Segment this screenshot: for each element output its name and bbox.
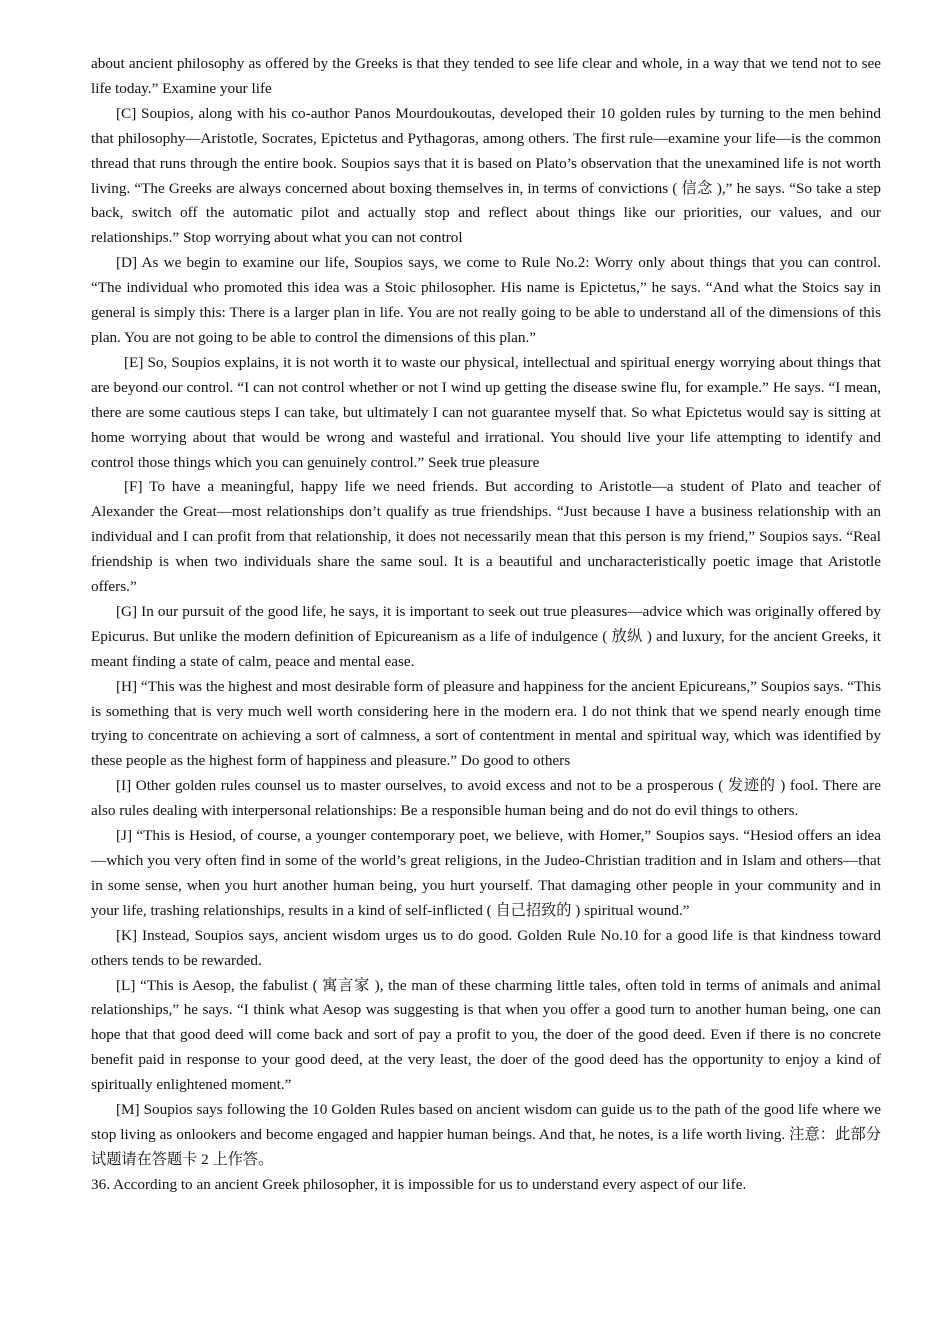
section-heading-examine-your-life: Examine your life	[162, 79, 272, 97]
paragraph-text: [F] To have a meaningful, happy life we need friends. But according to Aristotle—a student of Plato and teacher of Alexander the Great—most relationships don’t qualify as true friendships. “Just because I have a business relationship with an individual and I can profit from that relationship, it does not necessarily mean that this person is my friend,” Soupios says. “Real friendship is when two individuals share the same soul. It is a beautiful and uncharacteristically poetic image that Aristotle offers.”	[91, 478, 881, 596]
paragraph-c	[91, 102, 881, 251]
paragraph-text: [E] So, Soupios explains, it is not worth it to waste our physical, intellectual and spiritual energy worrying about things that are beyond our control. “I can not control whether or not I wind up getting the disease swine flu, for example.” He says. “I mean, there are some cautious steps I can take, but ultimately I can not guarantee myself that. So what Epictetus would say is sitting at home worrying about that would be wrong and wasteful and irrational. You should live your life attempting to identify and control those things which you can genuinely control.”	[91, 353, 881, 471]
paragraph-d	[91, 251, 881, 351]
paragraph-e	[91, 351, 881, 476]
paragraph-text: [G] In our pursuit of the good life, he says, it is important to seek out true pleasures—advice which was originally offered by Epicurus. But unlike the modern definition of Epicureanism as a life of indulgence ( 放纵 ) and luxury, for the ancient Greeks, it meant finding a state of calm, peace and mental ease.	[91, 602, 881, 670]
paragraph-h	[91, 675, 881, 775]
paragraph-k	[91, 924, 881, 974]
paragraph-f	[91, 475, 881, 600]
paragraph-intro-tail	[91, 52, 881, 102]
paragraph-m	[91, 1098, 881, 1173]
paragraph-text: [M] Soupios says following the 10 Golden Rules based on ancient wisdom can guide us to the path of the good life where we stop living as onlookers and become engaged and happier human beings. And that, he notes, is a life worth living.	[91, 1101, 881, 1143]
paragraph-l	[91, 974, 881, 1099]
section-heading-do-good-to-others: Do good to others	[460, 752, 571, 770]
paragraph-g	[91, 600, 881, 675]
section-heading-stop-worrying: Stop worrying about what you can not control	[182, 229, 463, 247]
paragraph-text: [K] Instead, Soupios says, ancient wisdom urges us to do good. Golden Rule No.10 for a good life is that kindness toward others tends to be rewarded.	[91, 926, 881, 969]
answer-sheet-note: 注意：此部分试题请在答题卡 2 上作答。	[91, 1125, 882, 1168]
paragraph-text: [L] “This is Aesop, the fabulist ( 寓言家 ), the man of these charming little tales, often told in terms of animals and animal relationships,” he says. “I think what Aesop was suggesting is that when you offer a good turn to another human being, one can hope that that good deed will come back and sort of pay a profit to you, the doer of the good deed. Even if there is no concrete benefit paid in response to your good deed, at the very least, the doer of the good deed has the opportunity to enjoy a kind of spiritually enlightened moment.”	[91, 976, 881, 1094]
paragraph-text: about ancient philosophy as offered by the Greeks is that they tended to see life clear and whole, in a way that we tend not to see life today.”	[91, 55, 881, 97]
paragraph-text: [J] “This is Hesiod, of course, a younger contemporary poet, we believe, with Homer,” Soupios says. “Hesiod offers an idea—which you very often find in some of the world’s great religions, in the Judeo-Christian tradition and in Islam and others—that in some sense, when you hurt another human being, you hurt yourself. That damaging other people in your community and in your life, trashing relationships, results in a kind of self-inflicted ( 自己招致的 ) spiritual wound.”	[91, 827, 881, 919]
document-page	[91, 52, 881, 1198]
paragraph-text: [H] “This was the highest and most desirable form of pleasure and happiness for the ancient Epicureans,” Soupios says. “This is something that is very much well worth considering here in the modern era. I do not think that we spend nearly enough time trying to concentrate on achieving a sort of calmness, a sort of contentment in mental and spiritual way, which was identified by these people as the highest form of happiness and pleasure.”	[91, 677, 881, 770]
question-36	[91, 1173, 881, 1198]
section-heading-seek-true-pleasure: Seek true pleasure	[428, 453, 540, 471]
paragraph-i	[91, 774, 881, 824]
paragraph-j	[91, 824, 881, 924]
paragraph-text: [I] Other golden rules counsel us to master ourselves, to avoid excess and not to be a prosperous ( 发迹的 ) fool. There are also rules dealing with interpersonal relationships: Be a responsible human being and do not do evil things to others.	[91, 777, 881, 820]
question-text: 36. According to an ancient Greek philosopher, it is impossible for us to understand every aspect of our life.	[91, 1175, 747, 1193]
paragraph-text: [D] As we begin to examine our life, Soupios says, we come to Rule No.2: Worry only about things that you can control. “The individual who promoted this idea was a Stoic philosopher. His name is Epictetus,” he says. “And what the Stoics say in general is simply this: There is a larger plan in life. You are not really going to be able to understand all of the dimensions of this plan. You are not going to be able to control the dimensions of this plan.”	[91, 254, 881, 346]
paragraph-text: [C] Soupios, along with his co-author Panos Mourdoukoutas, developed their 10 golden rules by turning to the men behind that philosophy—Aristotle, Socrates, Epictetus and Pythagoras, among others. The first rule—examine your life—is the common thread that runs through the entire book. Soupios says that it is based on Plato’s observation that the unexamined life is not worth living. “The Greeks are always concerned about boxing themselves in, in terms of convictions ( 信念 ),” he says. “So take a step back, switch off the automatic pilot and actually stop and reflect about things like our priorities, our values, and our relationships.”	[91, 104, 881, 247]
